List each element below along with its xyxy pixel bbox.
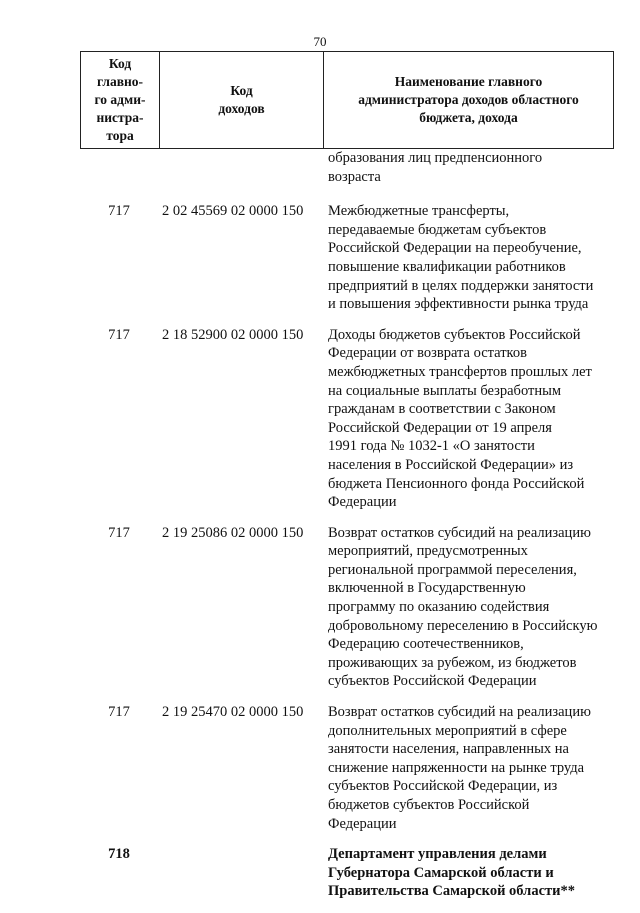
income-code: 2 02 45569 02 0000 150 (162, 203, 304, 220)
admin-code: 717 (108, 326, 130, 343)
income-code: 2 18 52900 02 0000 150 (162, 326, 304, 343)
income-code: 2 19 25086 02 0000 150 (162, 524, 304, 541)
continuation-row (80, 149, 614, 186)
page-number: 70 (313, 34, 327, 49)
table-row (80, 202, 614, 314)
table-body (80, 149, 614, 913)
header-income-code: Код доходов (160, 52, 324, 149)
admin-code: 717 (108, 704, 130, 721)
department-name: Департамент управления делами Губернатора Самарской области и Правительства Самарской области** (328, 846, 575, 900)
admin-code: 717 (108, 203, 130, 220)
income-name: Возврат остатков субсидий на реализацию мероприятий, предусмотренных региональной программой переселения, включенной в Государственную программу по оказанию содействия добровольному переселению в Российскую Федерацию соотечественников, проживающих за рубежом, из бюджетов субъектов Российской Федерации (328, 524, 598, 690)
table-row (80, 703, 614, 833)
table-row (80, 524, 614, 691)
header-name: Наименование главного администратора доходов областного бюджета, дохода (324, 52, 614, 149)
header-admin-code: Код главно- го адми- нистра- тора (81, 52, 160, 149)
admin-code: 717 (108, 524, 130, 541)
income-code: 2 19 25470 02 0000 150 (162, 704, 304, 721)
income-name: Межбюджетные трансферты, передаваемые бюджетам субъектов Российской Федерации на переобучение, повышение квалификации работников предприятий в целях поддержки занятости и повышения эффективности рынка труда (328, 203, 594, 313)
continuation-text: образования лиц предпенсионного возраста (328, 150, 543, 185)
income-name: Доходы бюджетов субъектов Российской Федерации от возврата остатков межбюджетных трансфертов прошлых лет на социальные выплаты безработным гражданам в соответствии с Законом Российской Федерации от 19 апреля 1991 года № 1032-1 «О занятости населения в Российской Федерации» из бюджета Пенсионного фонда Российской Федерации (328, 326, 592, 511)
table-header (80, 51, 614, 149)
admin-code: 718 (108, 846, 130, 863)
table-row (80, 326, 614, 512)
table-row-department (80, 845, 614, 901)
income-code (158, 845, 324, 901)
income-name: Возврат остатков субсидий на реализацию дополнительных мероприятий в сфере занятости населения, направленных на снижение напряженности на рынке труда субъектов Российской Федерации, из бюджетов субъектов Российской Федерации (328, 704, 591, 832)
